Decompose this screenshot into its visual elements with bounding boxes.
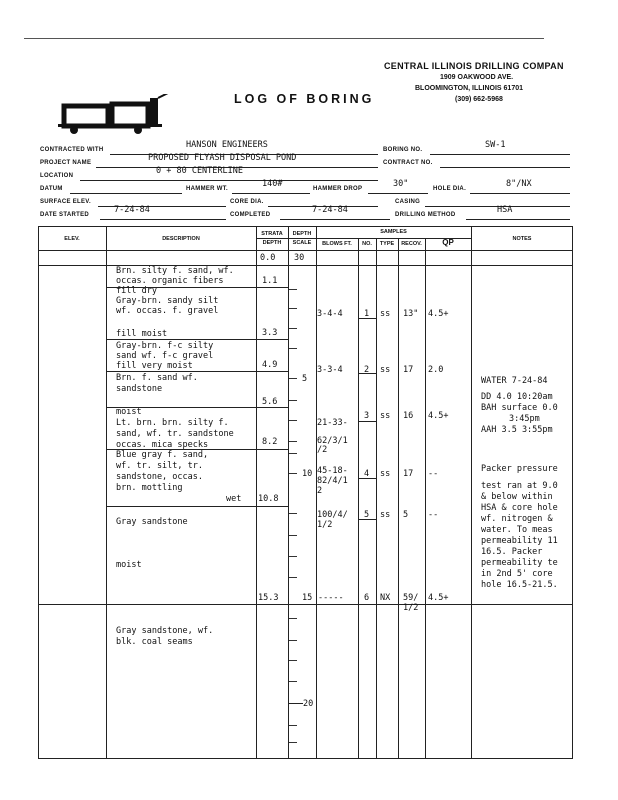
sample-no: 2 — [364, 365, 370, 375]
contract-no-line — [440, 167, 570, 168]
header-samples: SAMPLES — [380, 229, 407, 235]
drilling-method-value: HSA — [497, 205, 513, 215]
strata-boundary — [106, 407, 288, 408]
note-line: in 2nd 5' core — [481, 569, 553, 579]
sample-interval-mark — [358, 318, 376, 319]
desc-line: brn. mottling — [116, 483, 183, 493]
sample-recov: 5 — [403, 510, 409, 520]
company-address-line1: 1909 OAKWOOD AVE. — [440, 74, 514, 81]
note-line: 16.5. Packer — [481, 547, 543, 557]
desc-line: occas. organic fibers — [116, 276, 224, 286]
hole-dia-value: 8"/NX — [506, 179, 532, 189]
sample-no: 3 — [364, 411, 370, 421]
date-started-label: DATE STARTED — [40, 212, 90, 218]
form-title: LOG OF BORING — [234, 92, 375, 106]
depth-tick — [289, 577, 297, 578]
strata-depth: 1.1 — [262, 276, 278, 286]
desc-line: Gray-brn. sandy silt — [116, 296, 219, 306]
strata-depth: 3.3 — [262, 328, 278, 338]
depth-tick — [289, 473, 297, 474]
sample-no: 4 — [364, 469, 370, 479]
top-scale-depth: 30 — [294, 253, 305, 263]
depth-tick — [289, 328, 297, 329]
contract-no-label: CONTRACT NO. — [383, 160, 433, 166]
desc-line: sand wf. f-c gravel — [116, 351, 214, 361]
header-description: DESCRIPTION — [162, 236, 200, 242]
depth-tick — [289, 725, 297, 726]
desc-line: moist — [116, 560, 142, 570]
depth-scale-mark: 5 — [302, 374, 308, 384]
depth-tick — [289, 513, 297, 514]
depth-tick — [289, 420, 297, 421]
desc-line: fill very moist — [116, 361, 193, 371]
desc-line: Lt. brn. brn. silty f. — [116, 418, 229, 428]
company-address-line2: BLOOMINGTON, ILLINOIS 61701 — [415, 85, 524, 92]
boring-no-value: SW-1 — [485, 140, 506, 150]
strata-boundary — [106, 287, 288, 288]
depth-tick — [289, 378, 297, 379]
depth-tick — [289, 618, 297, 619]
strata-boundary — [106, 449, 288, 450]
desc-line: sandstone, occas. — [116, 472, 203, 482]
sample-recov: 13" — [403, 309, 419, 319]
date-started-value: 7-24-84 — [114, 205, 150, 215]
desc-line: fill dry — [116, 286, 157, 296]
completed-line — [280, 219, 390, 220]
boring-no-line — [430, 154, 570, 155]
sample-interval-mark — [358, 478, 376, 479]
sample-type: NX — [380, 593, 391, 603]
note-line: DD 4.0 10:20am — [481, 392, 553, 402]
strata-boundary — [106, 506, 288, 507]
sample-qp: -- — [428, 469, 439, 479]
note-line: permeability te — [481, 558, 558, 568]
col-line-recov — [425, 238, 426, 759]
col-line-type — [398, 238, 399, 759]
sample-blows: 3-3-4 — [317, 365, 343, 375]
sample-type: ss — [380, 411, 391, 421]
sample-no: 5 — [364, 510, 370, 520]
core-dia-label: CORE DIA. — [230, 199, 264, 205]
drilling-method-label: DRILLING METHOD — [395, 212, 456, 218]
col-line-qp — [471, 226, 472, 759]
sample-qp: -- — [428, 510, 439, 520]
sample-interval-mark — [358, 519, 376, 520]
header-strata-depth: STRATA DEPTH — [261, 231, 283, 246]
depth-tick — [289, 640, 297, 641]
header-elev: ELEV. — [64, 236, 80, 242]
depth-scale-mark: 20 — [303, 699, 314, 709]
col-line-elev — [106, 226, 107, 759]
sample-interval-mark — [358, 421, 376, 422]
header-no: NO. — [362, 241, 372, 247]
sample-blows: 45-18- — [317, 466, 348, 476]
strata-boundary — [38, 604, 573, 605]
note-line: 3:45pm — [509, 414, 540, 424]
header-depth-scale: DEPTH SCALE — [292, 231, 312, 246]
date-started-line — [100, 219, 226, 220]
depth-tick — [289, 441, 297, 442]
sample-qp: 4.5+ — [428, 411, 449, 421]
header-type: TYPE — [379, 241, 395, 247]
boring-no-label: BORING NO. — [383, 147, 423, 153]
contracted-with-value: HANSON ENGINEERS — [186, 140, 268, 150]
datum-label: DATUM — [40, 186, 63, 192]
depth-tick — [289, 660, 297, 661]
note-line: WATER 7-24-84 — [481, 376, 548, 386]
desc-line: sand, wf. tr. sandstone — [116, 429, 234, 439]
sample-no: 6 — [364, 593, 370, 603]
company-logo — [58, 94, 178, 136]
desc-line: moist — [116, 407, 142, 417]
depth-tick — [289, 400, 297, 401]
desc-line: wf. occas. f. gravel — [116, 306, 219, 316]
desc-line: Blue gray f. sand, — [116, 450, 209, 460]
company-phone: (309) 662-5968 — [455, 96, 503, 103]
desc-line: occas. mica specks — [116, 440, 209, 450]
strata-depth: 5.6 — [262, 397, 278, 407]
header-blows-ft: BLOWS FT. — [322, 241, 352, 247]
note-line: permeability 11 — [481, 536, 558, 546]
col-line-no — [376, 238, 377, 759]
depth-tick — [289, 535, 297, 536]
depth-tick — [289, 348, 297, 349]
sample-blows-cont: 2 — [317, 486, 323, 496]
sample-blows: 3-4-4 — [317, 309, 343, 319]
depth-scale-mark: 15 — [302, 593, 313, 603]
desc-line: sandstone — [116, 384, 163, 394]
sample-recov-cont: 1/2 — [403, 603, 419, 613]
company-name: CENTRAL ILLINOIS DRILLING COMPAN — [384, 61, 564, 71]
note-line: wf. nitrogen & — [481, 514, 553, 524]
sample-blows-cont: 62/3/1 — [317, 436, 348, 446]
sample-type: ss — [380, 365, 391, 375]
location-line — [80, 180, 378, 181]
hammer-drop-line — [368, 193, 428, 194]
datum-line — [70, 193, 182, 194]
desc-line: Brn. f. sand wf. — [116, 373, 198, 383]
surface-elev-label: SURFACE ELEV. — [40, 199, 92, 205]
sample-qp: 4.5+ — [428, 309, 449, 319]
sample-interval-mark — [358, 373, 376, 374]
strata-boundary — [106, 339, 288, 340]
note-line: AAH 3.5 3:55pm — [481, 425, 553, 435]
header-qp: QP — [442, 238, 454, 247]
sample-no: 1 — [364, 309, 370, 319]
project-name-value: PROPOSED FLYASH DISPOSAL POND — [148, 153, 297, 163]
top-strata-depth: 0.0 — [260, 253, 276, 263]
desc-line: fill moist — [116, 329, 168, 339]
hammer-wt-label: HAMMER WT. — [186, 186, 228, 192]
sample-type: ss — [380, 510, 391, 520]
completed-label: COMPLETED — [230, 212, 271, 218]
sample-type: ss — [380, 309, 391, 319]
depth-tick — [289, 289, 297, 290]
note-line: Packer pressure — [481, 464, 558, 474]
sample-type: ss — [380, 469, 391, 479]
col-line-strata — [288, 226, 289, 759]
header-notes: NOTES — [512, 236, 532, 242]
depth-tick — [289, 308, 297, 309]
hammer-wt-value: 140# — [262, 179, 283, 189]
hammer-drop-label: HAMMER DROP — [313, 186, 363, 192]
top-scan-line — [24, 38, 544, 39]
note-line: BAH surface 0.0 — [481, 403, 558, 413]
strata-depth: 4.9 — [262, 360, 278, 370]
note-line: water. To meas — [481, 525, 553, 535]
hammer-wt-line — [232, 193, 310, 194]
note-line: hole 16.5-21.5. — [481, 580, 558, 590]
strata-depth: 8.2 — [262, 437, 278, 447]
strata-depth: 15.3 — [258, 593, 279, 603]
completed-value: 7-24-84 — [312, 205, 348, 215]
col-line-blows — [358, 238, 359, 759]
depth-tick-major — [289, 703, 303, 704]
sample-qp: 2.0 — [428, 365, 444, 375]
sample-blows: 21-33- — [317, 418, 348, 428]
sample-blows: ----- — [318, 593, 344, 603]
hole-dia-label: HOLE DIA. — [433, 186, 467, 192]
sample-blows: 100/4/ — [317, 510, 348, 520]
hammer-drop-value: 30" — [393, 179, 409, 189]
desc-line: wf. tr. silt, tr. — [116, 461, 203, 471]
location-label: LOCATION — [40, 173, 74, 179]
desc-line: wet — [226, 494, 242, 504]
desc-line: Brn. silty f. sand, wf. — [116, 266, 234, 276]
depth-tick — [289, 681, 297, 682]
desc-line: Gray-brn. f-c silty — [116, 341, 214, 351]
sample-recov: 59/ — [403, 593, 419, 603]
depth-tick — [289, 556, 297, 557]
note-line: HSA & core hole — [481, 503, 558, 513]
sample-blows-cont: 1/2 — [317, 520, 333, 530]
note-line: test ran at 9.0 — [481, 481, 558, 491]
depth-tick — [289, 742, 297, 743]
sample-recov: 17 — [403, 469, 414, 479]
hole-dia-line — [470, 193, 570, 194]
table-header-bottom — [38, 250, 573, 251]
note-line: & below within — [481, 492, 553, 502]
location-value: 0 + 80 CENTERLINE — [156, 166, 243, 176]
strata-depth: 10.8 — [258, 494, 279, 504]
sample-recov: 17 — [403, 365, 414, 375]
depth-tick — [289, 453, 297, 454]
desc-line: Gray sandstone — [116, 517, 188, 527]
desc-line: Gray sandstone, wf. — [116, 626, 214, 636]
desc-line: blk. coal seams — [116, 637, 193, 647]
sample-recov: 16 — [403, 411, 414, 421]
contracted-with-label: CONTRACTED WITH — [40, 147, 104, 153]
sample-qp: 4.5+ — [428, 593, 449, 603]
col-line-desc — [256, 226, 257, 759]
header-recov: RECOV. — [401, 241, 422, 247]
project-name-label: PROJECT NAME — [40, 160, 92, 166]
depth-scale-mark: 10 — [302, 469, 313, 479]
strata-boundary — [106, 371, 288, 372]
drilling-method-line — [466, 219, 570, 220]
sample-blows-cont: /2 — [317, 445, 328, 455]
sample-blows-cont: 82/4/1 — [317, 476, 348, 486]
casing-label: CASING — [395, 199, 421, 205]
